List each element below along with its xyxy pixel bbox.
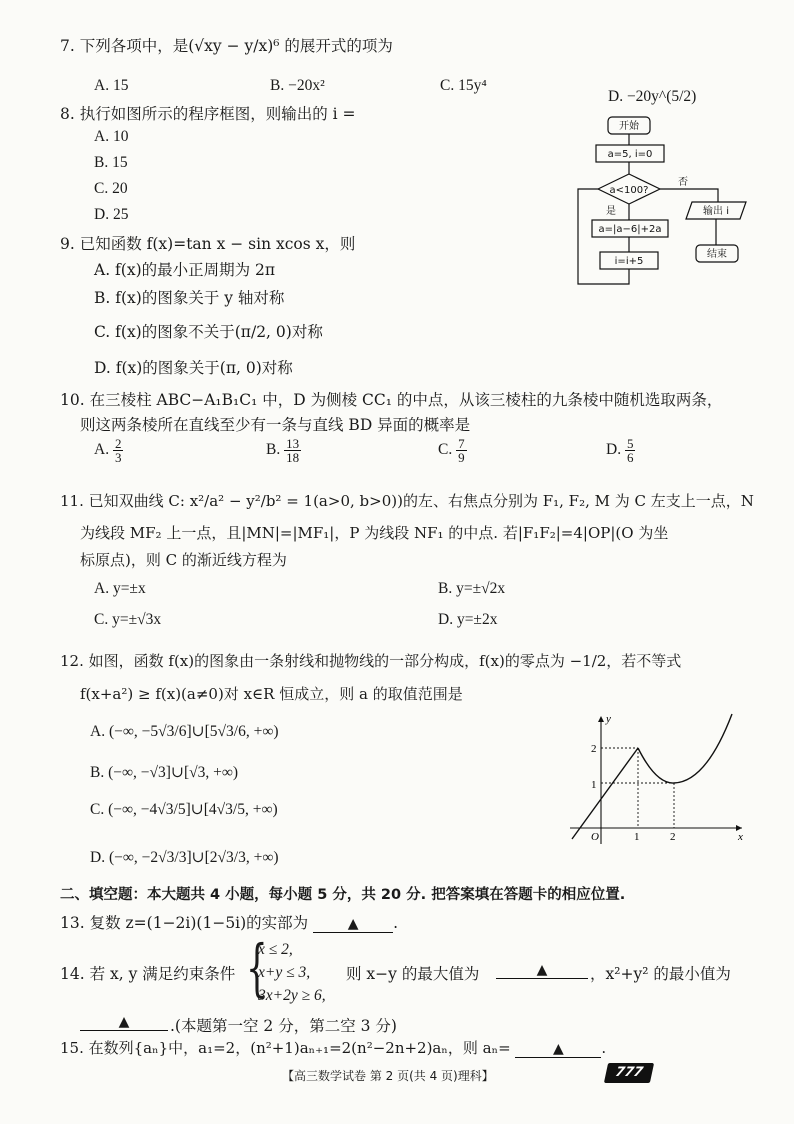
- q7-option-b: B. −20x²: [270, 77, 325, 94]
- flow-init-label: a=5, i=0: [607, 149, 653, 160]
- flow-yes-label: 是: [606, 206, 616, 217]
- question-12-line2: f(x+a²) ≥ f(x)(a≠0)对 x∈R 恒成立，则 a 的取值范围是: [80, 685, 463, 703]
- flow-output-label: 输出 i: [703, 206, 729, 217]
- question-10-line1: 10. 在三棱柱 ABC−A₁B₁C₁ 中，D 为侧棱 CC₁ 的中点，从该三棱柱的九条棱中随机选取两条，: [60, 391, 723, 409]
- q7-option-a: A. 15: [94, 77, 129, 94]
- x-tick-2: 2: [670, 831, 676, 843]
- x-tick-1: 1: [634, 831, 640, 843]
- q11-option-a: A. y=±x: [94, 580, 146, 597]
- question-12-line1: 12. 如图，函数 f(x)的图象由一条射线和抛物线的一部分构成，f(x)的零点为 −1/2，若不等式: [60, 652, 682, 670]
- question-9-stem: 9. 已知函数 f(x)=tan x − sin xcos x，则: [60, 235, 356, 253]
- q9-option-b: B. f(x)的图象关于 y 轴对称: [94, 289, 285, 307]
- q15-answer-blank[interactable]: ▲: [515, 1041, 601, 1058]
- q14-brace: {: [246, 931, 268, 1004]
- x-axis-label: x: [738, 831, 743, 843]
- y-tick-1: 1: [591, 779, 597, 791]
- ray-segment: [572, 748, 638, 839]
- q10-option-b: B. $\frac{13}{18}$: [266, 436, 300, 465]
- q12-option-d: D. (−∞, −2√3/3]∪[2√3/3, +∞): [90, 849, 279, 866]
- question-11-line3: 标原点)，则 C 的渐近线方程为: [80, 551, 287, 569]
- q14-tail-text: ，x²+y² 的最小值为: [590, 965, 731, 983]
- q14-answer-blank-1[interactable]: ▲: [496, 962, 588, 979]
- flow-no-label: 否: [678, 177, 688, 188]
- origin-label: O: [591, 831, 599, 843]
- function-graph: [566, 712, 746, 847]
- q12-option-c: C. (−∞, −4√3/5]∪[4√3/5, +∞): [90, 801, 278, 818]
- q13-answer-blank[interactable]: ▲: [313, 916, 393, 933]
- q11-option-c: C. y=±√3x: [94, 611, 162, 628]
- q14-answer-blank-2[interactable]: ▲: [80, 1014, 168, 1031]
- q7-option-c: C. 15y⁴: [440, 77, 487, 94]
- q14-mid-text: 则 x−y 的最大值为: [346, 965, 480, 983]
- question-10-line2: 则这两条棱所在直线至少有一条与直线 BD 异面的概率是: [80, 416, 471, 434]
- flow-condition-label: a<100?: [609, 185, 649, 196]
- question-11-line1: 11. 已知双曲线 C: x²/a² − y²/b² = 1(a>0, b>0))的左、右焦点分别为 F₁, F₂, M 为 C 左支上一点，N: [60, 492, 754, 510]
- y-tick-2: 2: [591, 743, 597, 755]
- q8-option-c: C. 20: [94, 180, 128, 197]
- program-flowchart: [570, 112, 750, 292]
- q11-option-b: B. y=±√2x: [438, 580, 506, 597]
- q9-option-c: C. f(x)的图象不关于(π/2, 0)对称: [94, 323, 323, 341]
- page-code-badge: 777: [604, 1063, 654, 1083]
- q10-option-c: C. $\frac{7}{9}$: [438, 436, 465, 465]
- q10-option-a: A. $\frac{2}{3}$: [94, 436, 122, 465]
- flow-step2-label: i=i+5: [614, 256, 644, 267]
- flow-end-label: 结束: [707, 249, 727, 260]
- q8-option-d: D. 25: [94, 206, 129, 223]
- q8-option-a: A. 10: [94, 128, 129, 145]
- question-8-stem: 8. 执行如图所示的程序框图，则输出的 i =: [60, 105, 356, 123]
- question-13: 13. 复数 z=(1−2i)(1−5i)的实部为 ▲ .: [60, 914, 399, 932]
- section-2-heading: 二、填空题：本大题共 4 小题，每小题 5 分，共 20 分. 把答案填在答题卡的相应位置.: [60, 887, 626, 903]
- question-7-stem: 7. 下列各项中，是(√xy − y/x)⁶ 的展开式的项为: [60, 37, 393, 55]
- flow-start-label: 开始: [619, 121, 639, 132]
- q11-option-d: D. y=±2x: [438, 611, 498, 628]
- q14-note: .(本题第一空 2 分，第二空 3 分): [170, 1017, 397, 1035]
- y-axis-label: y: [606, 713, 611, 725]
- q10-option-d: D. $\frac{5}{6}$: [606, 436, 634, 465]
- q14-constraints: x ≤ 2, x+y ≤ 3, 3x+2y ≥ 6,: [258, 941, 326, 1004]
- question-14-lead: 14. 若 x, y 满足约束条件: [60, 965, 236, 983]
- question-15: 15. 在数列{aₙ}中，a₁=2，(n²+1)aₙ₊₁=2(n²−2n+2)aₙ，则 aₙ= ▲ .: [60, 1039, 607, 1057]
- parabola-segment: [638, 714, 732, 783]
- q8-option-b: B. 15: [94, 154, 128, 171]
- q9-option-a: A. f(x)的最小正周期为 2π: [94, 261, 276, 279]
- question-11-line2: 为线段 MF₂ 上一点，且|MN|=|MF₁|，P 为线段 NF₁ 的中点. 若|F₁F₂|=4|OP|(O 为坐: [80, 524, 669, 542]
- page-footer: 【高三数学试卷 第 2 页(共 4 页)理科】: [282, 1069, 494, 1083]
- q7-option-d: D. −20y^(5/2): [608, 88, 697, 105]
- q9-option-d: D. f(x)的图象关于(π, 0)对称: [94, 359, 293, 377]
- flow-step1-label: a=|a−6|+2a: [598, 224, 662, 235]
- q12-option-b: B. (−∞, −√3]∪[√3, +∞): [90, 764, 239, 781]
- q12-option-a: A. (−∞, −5√3/6]∪[5√3/6, +∞): [90, 723, 279, 740]
